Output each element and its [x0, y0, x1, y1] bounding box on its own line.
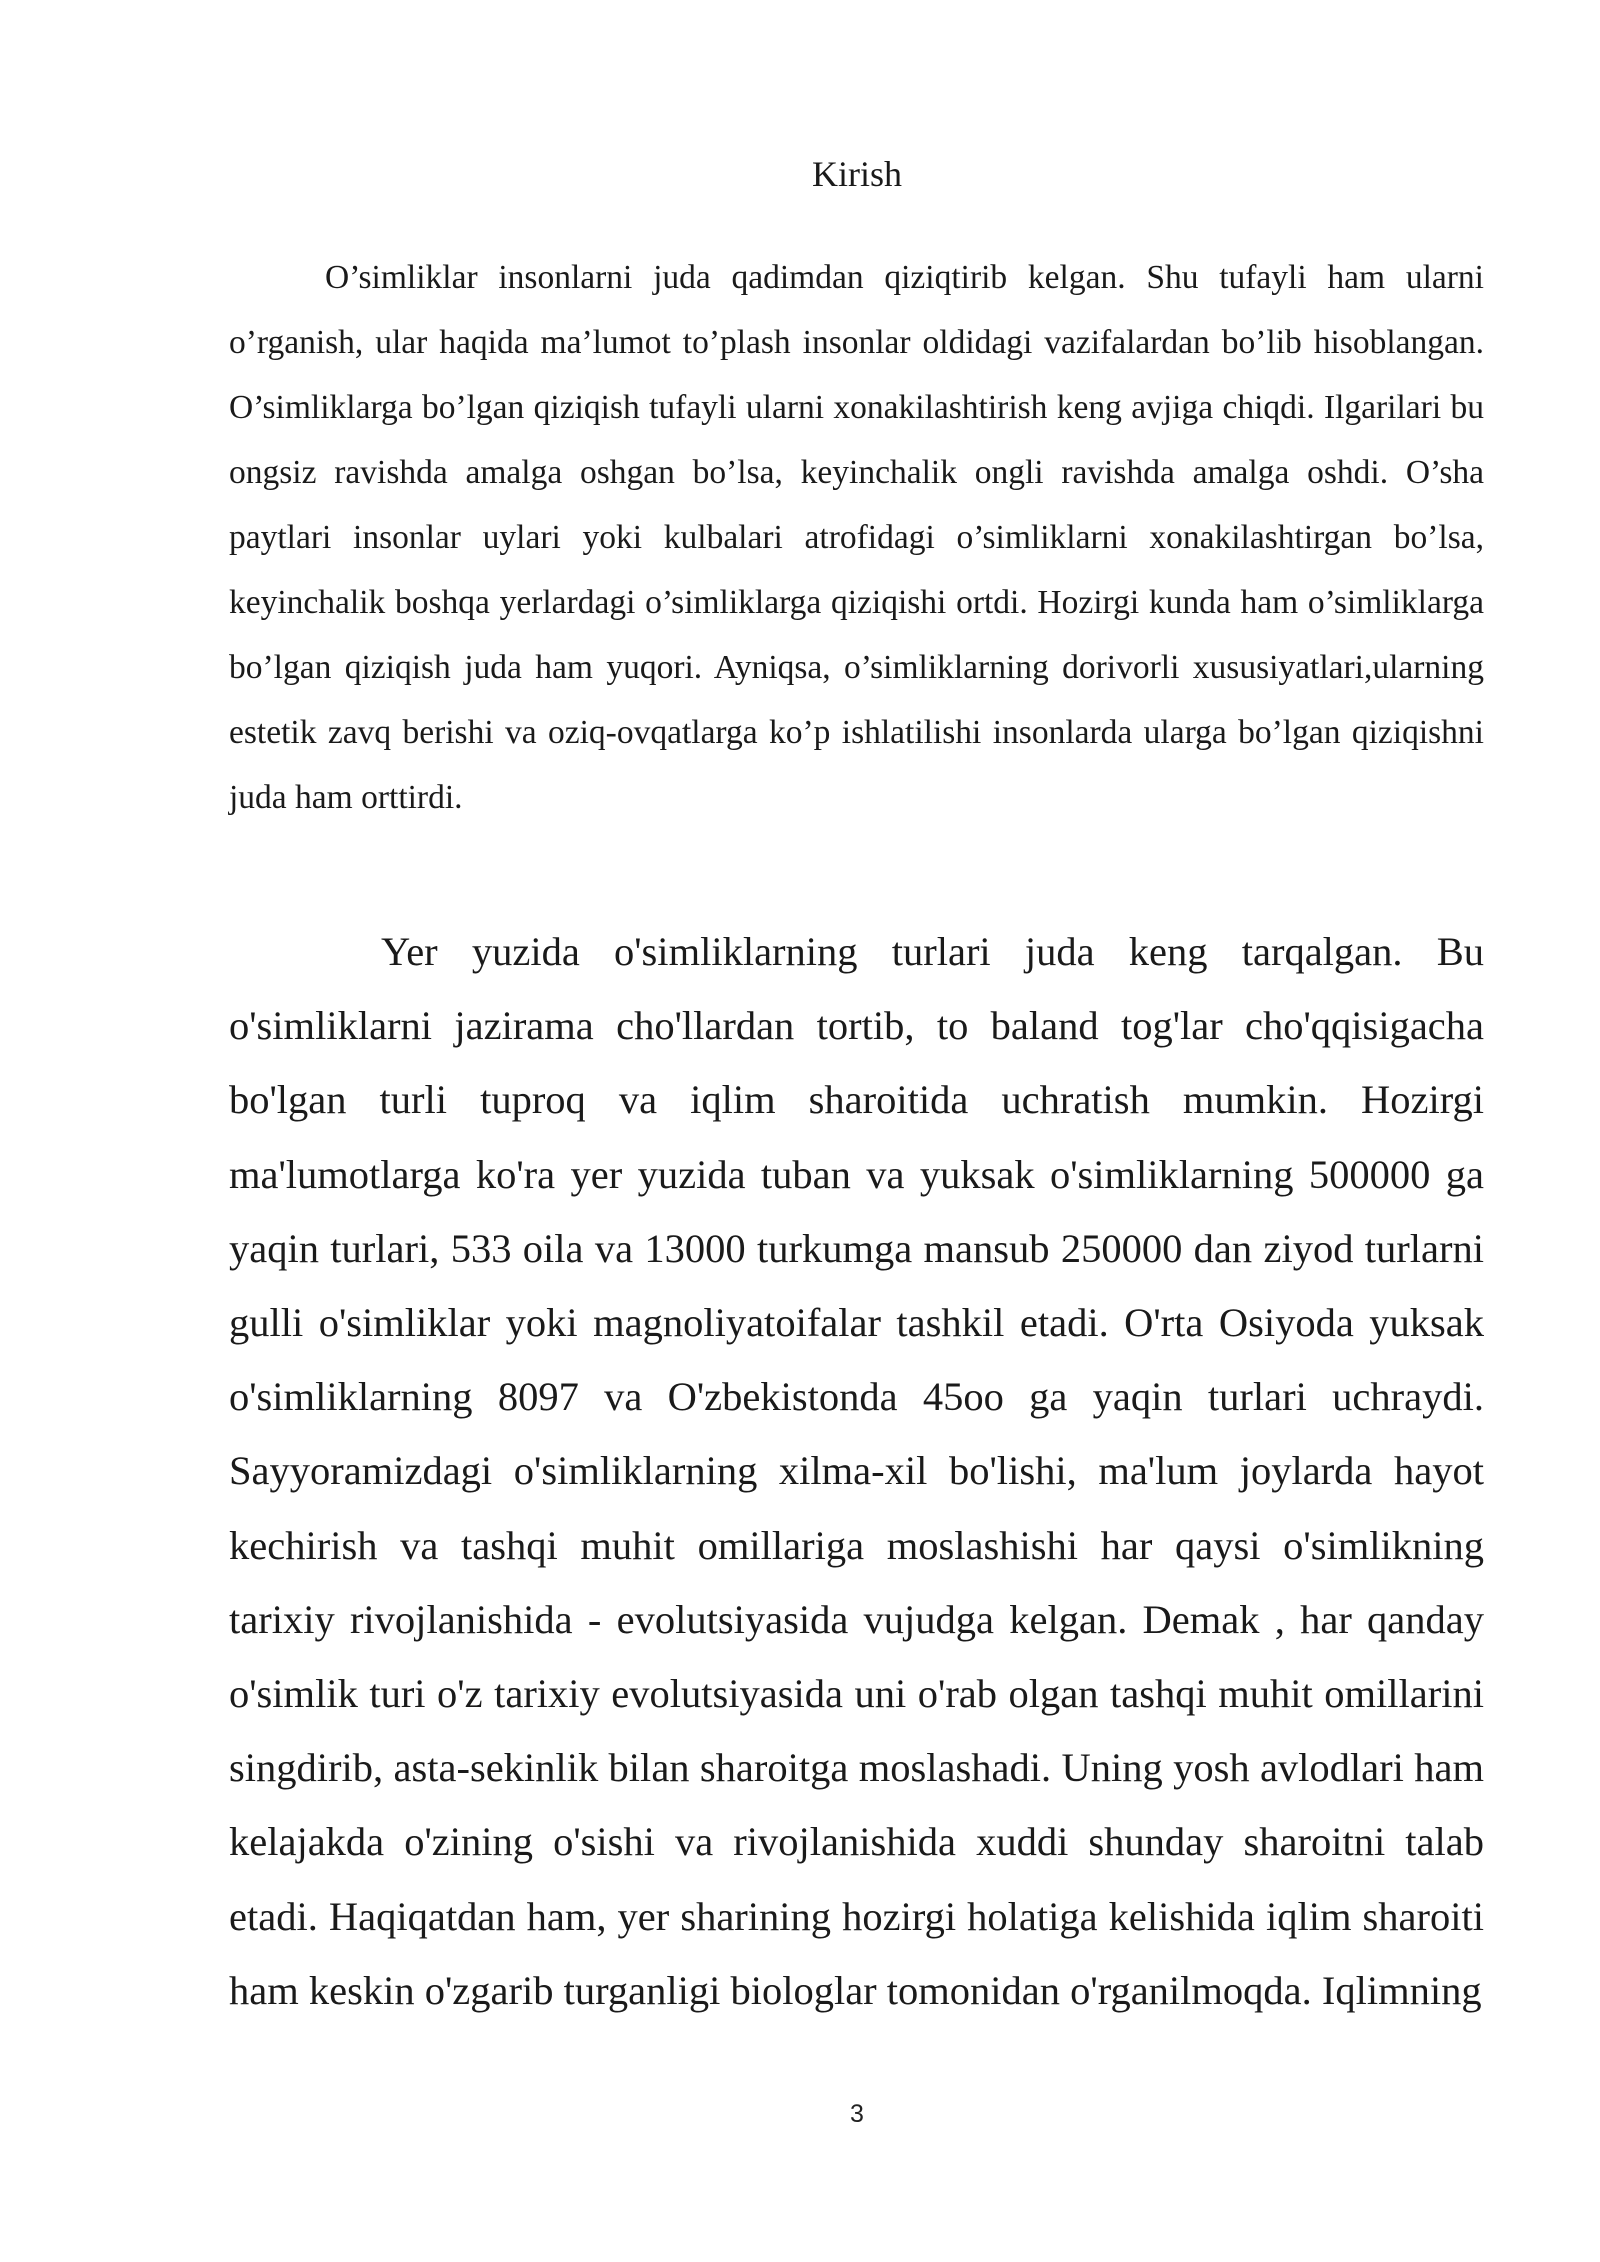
page-number: 3 [850, 2100, 864, 2128]
intro-paragraph: O’simliklar insonlarni juda qadimdan qiziqtirib kelgan. Shu tufayli ham ularni o’rganish, ular haqida ma’lumot to’plash insonlar oldidagi vazifalardan bo’lib hisoblangan. O’simliklarga bo’lgan qiziqish tufayli ularni xonakilashtirish keng avjiga chiqdi. Ilgarilari bu ongsiz ravishda amalga oshgan bo’lsa, keyinchalik ongli ravishda amalga oshdi. O’sha paytlari insonlar uylari yoki kulbalari atrofidagi o’simliklarni xonakilashtirgan bo’lsa, keyinchalik boshqa yerlardagi o’simliklarga qiziqishi ortdi. Hozirgi kunda ham o’simliklarga bo’lgan qiziqish juda ham yuqori. Ayniqsa, o’simliklarning dorivorli xususiyatlari,ularning estetik zavq berishi va oziq-ovqatlarga ko’p ishlatilishi insonlarda ularga bo’lgan qiziqishni juda ham orttirdi. [229, 259, 1484, 816]
section-title: Kirish [812, 154, 902, 194]
body-paragraph: Yer yuzida o'simliklarning turlari juda keng tarqalgan. Bu o'simliklarni jazirama cho'llardan tortib, to baland tog'lar cho'qqisigacha bo'lgan turli tuproq va iqlim sharoitida uchratish mumkin. Hozirgi ma'lumotlarga ko'ra yer yuzida tuban va yuksak o'simliklarning 500000 ga yaqin turlari, 533 oila va 13000 turkumga mansub 250000 dan ziyod turlarni gulli o'simliklar yoki magnoliyatoifalar tashkil etadi. O'rta Osiyoda yuksak o'simliklarning 8097 va O'zbekistonda 45oo ga yaqin turlari uchraydi. Sayyoramizdagi o'simliklarning xilma-xil bo'lishi, ma'lum joylarda hayot kechirish va tashqi muhit omillariga moslashishi har qaysi o'simlikning tarixiy rivojlanishida - evolutsiyasida vujudga kelgan. Demak , har qanday o'simlik turi o'z tarixiy evolutsiyasida uni o'rab olgan tashqi muhit omillarini singdirib, asta-sekinlik bilan sharoitga moslashadi. Uning yosh avlodlari ham kelajakda o'zining o'sishi va rivojlanishida xuddi shunday sharoitni talab etadi. Haqiqatdan ham, yer sharining hozirgi holatiga kelishida iqlim sharoiti ham keskin o'zgarib turganligi biologlar tomonidan o'rganilmoqda. Iqlimning [229, 929, 1484, 2013]
